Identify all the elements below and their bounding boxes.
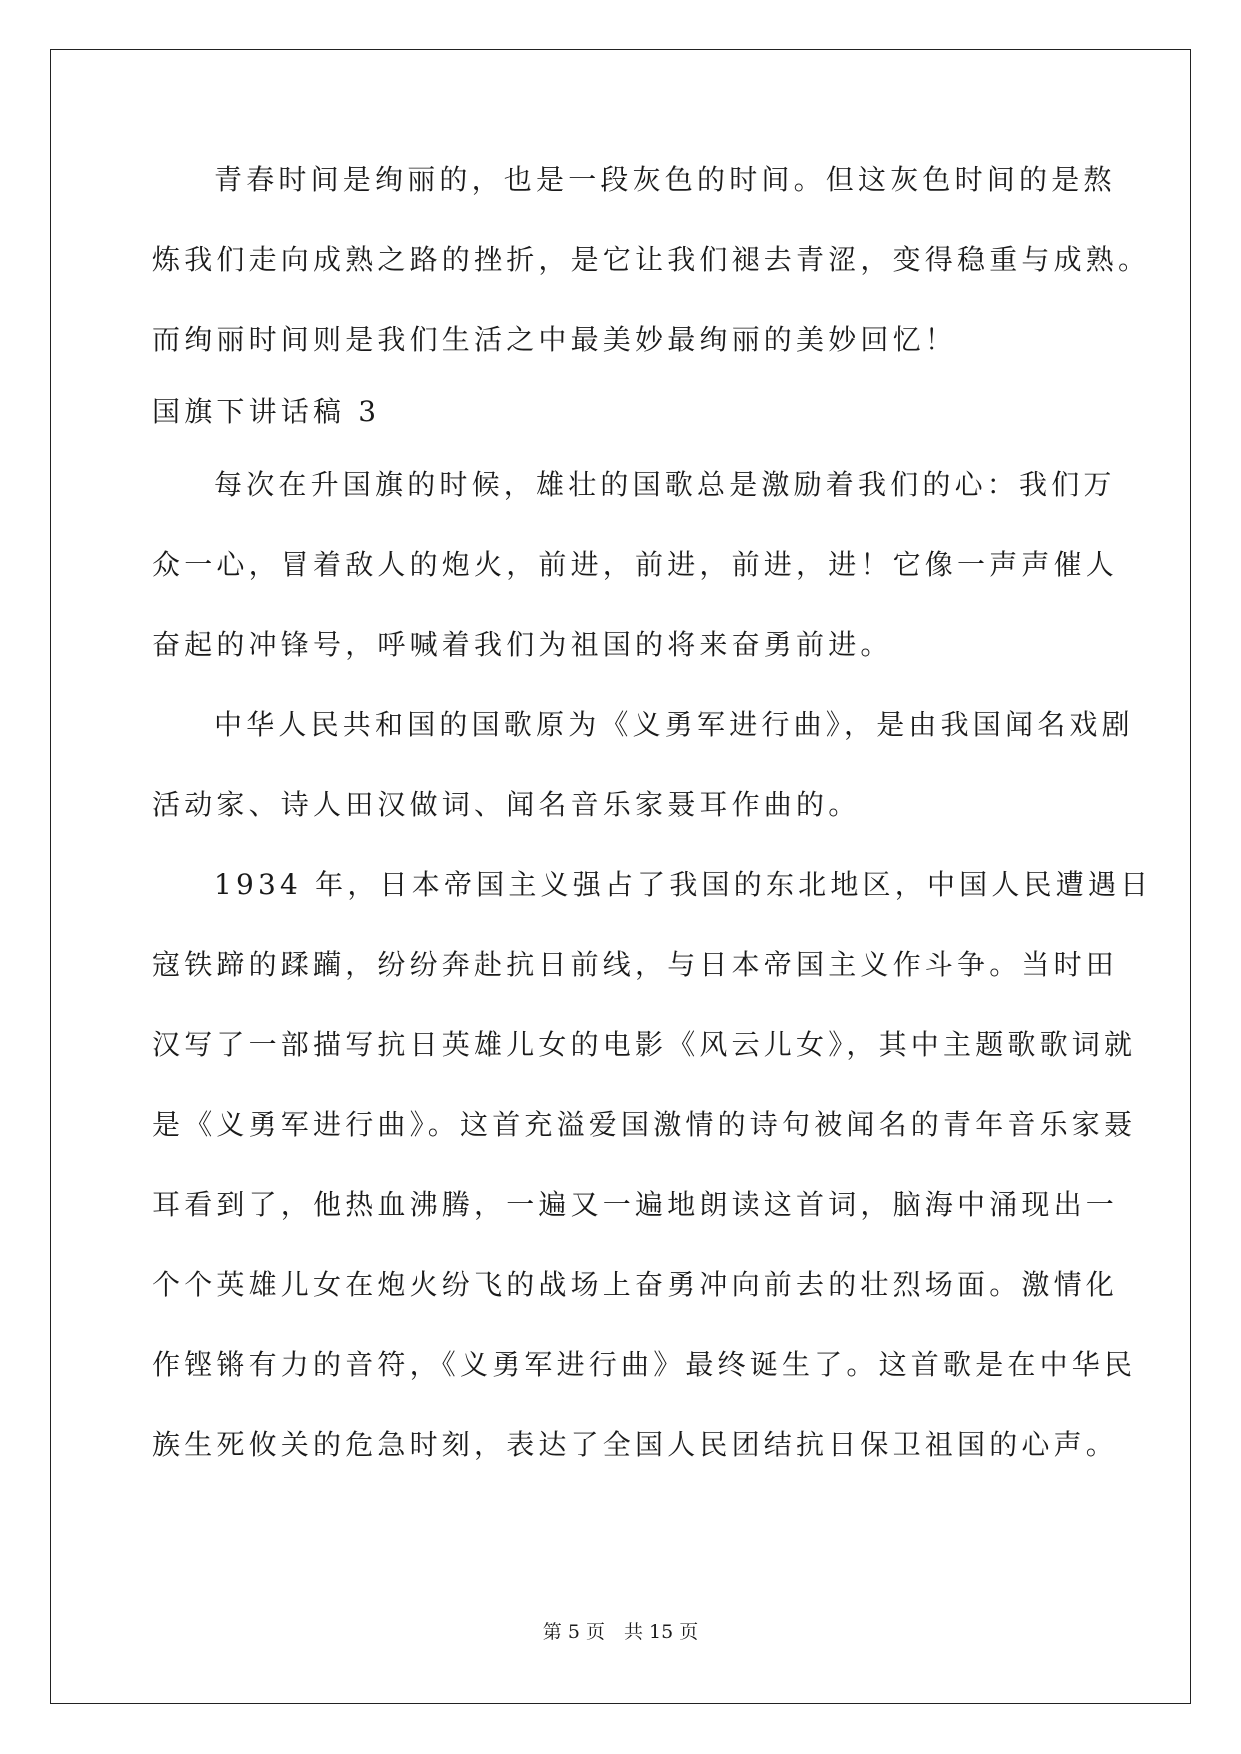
body-text-line: 是《义勇军进行曲》。这首充溢爱国激情的诗句被闻名的青年音乐家聂 xyxy=(152,1108,1137,1141)
body-text-line: 每次在升国旗的时候，雄壮的国歌总是激励着我们的心：我们万 xyxy=(214,468,1116,501)
body-text-line: 众一心，冒着敌人的炮火，前进，前进，前进，进！它像一声声催人 xyxy=(152,548,1119,581)
body-text-line: 青春时间是绚丽的，也是一段灰色的时间。但这灰色时间的是熬 xyxy=(214,163,1116,196)
body-text-line: 族生死攸关的危急时刻，表达了全国人民团结抗日保卫祖国的心声。 xyxy=(152,1428,1119,1461)
section-heading: 国旗下讲话稿 3 xyxy=(152,395,381,428)
body-text-line: 中华人民共和国的国歌原为《义勇军进行曲》，是由我国闻名戏剧 xyxy=(214,708,1134,741)
body-text-line: 耳看到了，他热血沸腾，一遍又一遍地朗读这首词，脑海中涌现出一 xyxy=(152,1188,1119,1221)
body-text-line: 寇铁蹄的蹂躏，纷纷奔赴抗日前线，与日本帝国主义作斗争。当时田 xyxy=(152,948,1119,981)
body-text-line: 个个英雄儿女在炮火纷飞的战场上奋勇冲向前去的壮烈场面。激情化 xyxy=(152,1268,1119,1301)
body-text-line: 而绚丽时间则是我们生活之中最美妙最绚丽的美妙回忆！ xyxy=(152,323,958,356)
body-text-line: 作铿锵有力的音符，《义勇军进行曲》最终诞生了。这首歌是在中华民 xyxy=(152,1348,1137,1381)
body-text-line: 活动家、诗人田汉做词、闻名音乐家聂耳作曲的。 xyxy=(152,788,861,821)
body-text-line: 1934 年，日本帝国主义强占了我国的东北地区，中国人民遭遇日 xyxy=(214,868,1153,901)
body-text-line: 炼我们走向成熟之路的挫折，是它让我们褪去青涩，变得稳重与成熟。 xyxy=(152,243,1151,276)
page-number-footer: 第 5 页 共 15 页 xyxy=(542,1621,699,1643)
body-text-line: 汉写了一部描写抗日英雄儿女的电影《风云儿女》，其中主题歌歌词就 xyxy=(152,1028,1137,1061)
body-text-line: 奋起的冲锋号，呼喊着我们为祖国的将来奋勇前进。 xyxy=(152,628,893,661)
